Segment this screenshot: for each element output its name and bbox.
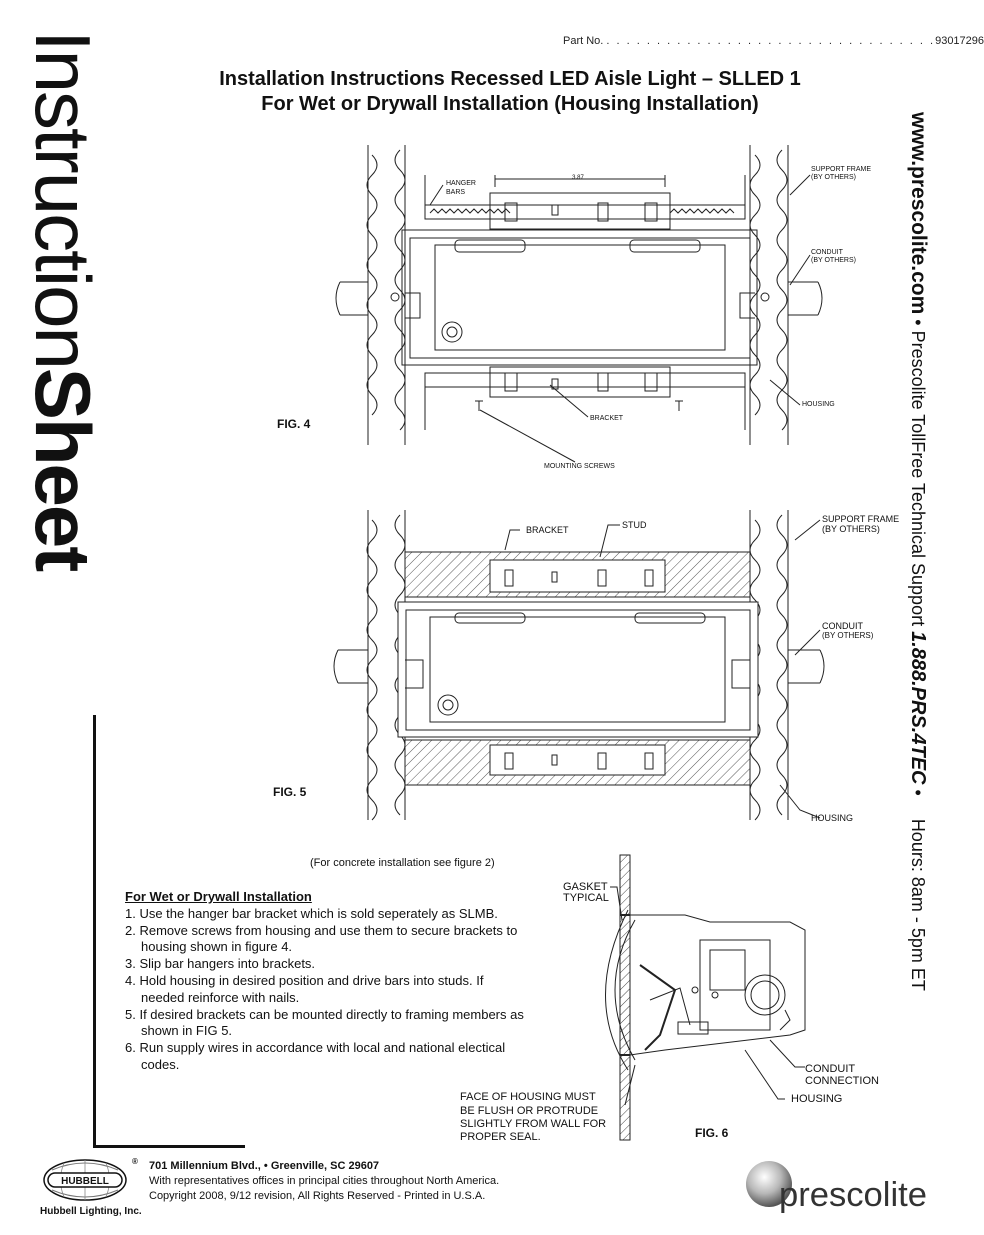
part-number-label: Part No. — [563, 35, 604, 47]
fig6-gasket-label-2: TYPICAL — [563, 892, 609, 904]
fig4-support-frame-label-2: (BY OTHERS) — [811, 174, 856, 181]
fig6-face-note-line: PROPER SEAL. — [460, 1131, 541, 1143]
fig4-hanger-bars-label: HANGER — [446, 180, 476, 187]
support-phone: 1.888.PRS.4TEC — [907, 631, 929, 785]
instruction-sheet-vertical-title — [19, 30, 107, 720]
fig5-conduit-label-2: (BY OTHERS) — [822, 631, 874, 640]
prescolite-logo — [745, 1158, 930, 1220]
fig4-housing-label: HOUSING — [802, 401, 835, 408]
fig5-drawing — [330, 505, 900, 830]
instruction-step: 2. Remove screws from housing and use them to secure brackets to housing shown in figure 4. — [125, 922, 518, 955]
website-link[interactable]: www.prescolite.com — [907, 112, 930, 315]
fig5-support-frame-label-2: (BY OTHERS) — [822, 524, 880, 534]
instruction-step: 6. Run supply wires in accordance with local and national electical codes. — [125, 1040, 506, 1072]
fig5-housing-label: HOUSING — [811, 813, 854, 823]
part-number — [563, 35, 984, 47]
fig6-face-note-line: BE FLUSH OR PROTRUDE — [460, 1105, 599, 1117]
hubbell-logo — [42, 1158, 128, 1202]
page-subtitle: For Wet or Drywall Installation (Housing Installation) — [261, 93, 759, 115]
fig6-face-note-line: SLIGHTLY FROM WALL FOR — [460, 1118, 607, 1130]
fig6-gasket-label: GASKET — [563, 881, 608, 893]
instructions-list — [125, 906, 525, 1074]
sidebar-bullet: • — [908, 784, 928, 801]
fig4-conduit-label-2: (BY OTHERS) — [811, 257, 856, 264]
instruction-step: 1. Use the hanger bar bracket which is sold seperately as SLMB. — [125, 905, 498, 921]
vertical-title-light: Instruction — [19, 30, 107, 368]
representatives-note: With representatives offices in principal cities throughout North America. — [149, 1175, 500, 1187]
left-rule-horizontal — [93, 1145, 245, 1148]
fig5-label: FIG. 5 — [273, 785, 307, 799]
fig6-conduit-connection-label: CONDUIT — [805, 1063, 856, 1075]
fig4-support-frame-label: SUPPORT FRAME — [811, 166, 872, 173]
left-rule-vertical — [93, 715, 96, 1147]
fig4-drawing — [330, 135, 870, 475]
fig6-housing-label: HOUSING — [791, 1093, 843, 1105]
company-address: 701 Millennium Blvd., • Greenville, SC 29607 — [149, 1160, 380, 1172]
fig4-mounting-screws-label: MOUNTING SCREWS — [544, 463, 615, 470]
fig5-conduit-label: CONDUIT — [822, 621, 863, 631]
instruction-step: 5. If desired brackets can be mounted directly to framing members as shown in FIG 5. — [125, 1006, 524, 1039]
fig6-label: FIG. 6 — [695, 1126, 729, 1140]
prescolite-logo-text: prescolite — [779, 1176, 927, 1214]
page-title: Installation Instructions Recessed LED Aisle Light – SLLED 1 — [219, 68, 801, 90]
instruction-step: 3. Slip bar hangers into brackets. — [125, 956, 316, 972]
support-text: • Prescolite TollFree Technical Support — [908, 314, 928, 632]
footer-address — [149, 1159, 499, 1204]
fig4-hanger-bars-label-2: BARS — [446, 189, 466, 196]
instructions-heading: For Wet or Drywall Installation — [125, 889, 312, 904]
fig4-bracket-label: BRACKET — [590, 415, 624, 422]
part-number-leader-dots: . . . . . . . . . . . . . . . . . . . . . . . . . . . . . . . . . — [606, 35, 936, 47]
fig4-conduit-label: CONDUIT — [811, 249, 843, 256]
contact-sidebar — [894, 112, 930, 1132]
fig5-stud-label: STUD — [622, 520, 647, 530]
fig6-face-note-line: FACE OF HOUSING MUST — [460, 1091, 596, 1103]
fig4-dimension: 3.87 — [572, 175, 584, 181]
instruction-step: 4. Hold housing in desired position and drive bars into studs. If needed reinforce with nails. — [125, 972, 484, 1005]
installation-instructions — [125, 889, 525, 1074]
part-number-value: 93017296 — [935, 35, 984, 47]
vertical-title-bold: Sheet — [19, 367, 107, 571]
hubbell-company-name: Hubbell Lighting, Inc. — [40, 1206, 142, 1217]
hubbell-logo-text: HUBBELL — [61, 1176, 109, 1187]
fig6-conduit-connection-label-2: CONNECTION — [805, 1075, 879, 1087]
registered-mark: ® — [132, 1157, 138, 1166]
concrete-installation-note: (For concrete installation see figure 2) — [310, 857, 495, 869]
fig5-support-frame-label: SUPPORT FRAME — [822, 514, 900, 524]
fig6-drawing — [590, 850, 820, 1150]
copyright: Copyright 2008, 9/12 revision, All Rights Reserved - Printed in U.S.A. — [149, 1190, 486, 1202]
fig4-label: FIG. 4 — [277, 417, 311, 431]
fig5-bracket-label: BRACKET — [526, 525, 569, 535]
support-hours: Hours: 8am - 5pm ET — [908, 818, 928, 991]
